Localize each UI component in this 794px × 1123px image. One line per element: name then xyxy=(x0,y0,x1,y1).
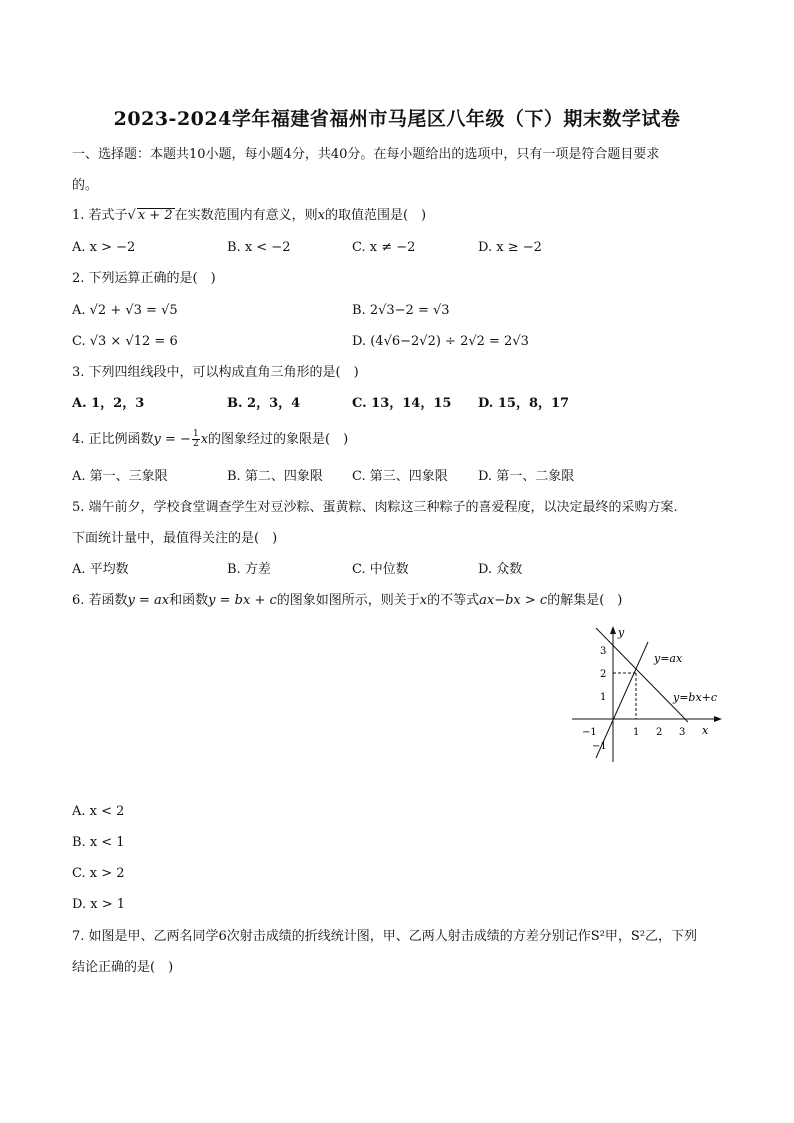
q6-mid: 的图象如图所示，则关于 xyxy=(276,593,420,608)
question-7-stem: 7. 如图是甲、乙两名同学6次射击成绩的折线统计图，甲、乙两人射击成绩的方差分别记作S²甲，S²乙，下列 xyxy=(72,929,698,944)
q4-option-d[interactable]: D. 第一、二象限 xyxy=(478,469,575,484)
tick-y-1: 1 xyxy=(600,692,607,703)
q6-option-d[interactable]: D. x > 1 xyxy=(72,897,125,912)
q6-ineq: ax−bx > c xyxy=(479,593,548,608)
radical-sign: √ xyxy=(127,208,136,223)
q1-option-c[interactable]: C. x ≠ −2 xyxy=(352,240,416,255)
frac-numerator: 1 xyxy=(192,429,199,439)
section-instructions: 一、选择题：本题共10小题，每小题4分，共40分。在每小题给出的选项中，只有一项是符合题目要求 xyxy=(72,147,660,162)
q2-option-b[interactable]: B. 2√3−2 = √3 xyxy=(352,303,450,318)
q5-option-d[interactable]: D. 众数 xyxy=(478,562,523,577)
q1-var: x xyxy=(317,208,325,223)
q2-option-c[interactable]: C. √3 × √12 = 6 xyxy=(72,334,178,349)
frac-denominator: 2 xyxy=(192,439,199,449)
q6-option-b[interactable]: B. x < 1 xyxy=(72,835,125,850)
q4-option-a[interactable]: A. 第一、三象限 xyxy=(72,469,168,484)
q4-post: 的图象经过的象限是( ) xyxy=(208,432,349,447)
q4-fraction xyxy=(192,430,200,449)
q6-post: 的解集是( ) xyxy=(547,593,623,608)
q2-option-d[interactable]: D. (4√6−2√2) ÷ 2√2 = 2√3 xyxy=(352,334,529,349)
label-y-ax: y=ax xyxy=(654,652,683,665)
function-graph xyxy=(568,622,728,767)
y-axis-label: y xyxy=(618,626,625,639)
q1-option-a[interactable]: A. x > −2 xyxy=(72,240,136,255)
q6-var: x xyxy=(419,593,428,608)
q1-mid: 在实数范围内有意义，则 xyxy=(174,208,318,223)
q3-option-c[interactable]: C. 13，14，15 xyxy=(352,396,452,411)
question-3-stem: 3. 下列四组线段中，可以构成直角三角形的是( ) xyxy=(72,365,359,380)
q1-option-b[interactable]: B. x < −2 xyxy=(227,240,291,255)
tick-y-3: 3 xyxy=(600,646,607,657)
q4-formula-lhs: y = − xyxy=(153,432,191,447)
q6-pre: 6. 若函数 xyxy=(72,593,128,608)
tick-x-2: 2 xyxy=(656,727,663,738)
q6-option-a[interactable]: A. x < 2 xyxy=(72,804,125,819)
y-axis-arrow xyxy=(610,626,616,634)
page-title: 2023-2024学年福建省福州市马尾区八年级（下）期末数学试卷 xyxy=(113,108,681,130)
tick-x-neg1: −1 xyxy=(582,727,597,738)
q4-formula-var: x xyxy=(200,432,209,447)
section-instructions-cont: 的。 xyxy=(72,178,99,193)
q4-pre: 4. 正比例函数 xyxy=(72,432,154,447)
q6-f1: y = ax xyxy=(127,593,170,608)
q3-option-b[interactable]: B. 2，3，4 xyxy=(227,396,301,411)
q6-option-c[interactable]: C. x > 2 xyxy=(72,866,125,881)
q2-option-a[interactable]: A. √2 + √3 = √5 xyxy=(72,303,178,318)
question-7-stem-cont: 结论正确的是( ) xyxy=(72,960,174,975)
q1-post: 的取值范围是( ) xyxy=(324,208,427,223)
question-5-stem-cont: 下面统计量中，最值得关注的是( ) xyxy=(72,531,278,546)
label-y-bx-c: y=bx+c xyxy=(673,691,718,704)
question-6-stem xyxy=(72,592,622,610)
tick-y-neg1: −1 xyxy=(592,741,607,752)
q6-f2: y = bx + c xyxy=(208,593,277,608)
question-5-stem: 5. 端午前夕，学校食堂调查学生对豆沙粽、蛋黄粽、肉粽这三种粽子的喜爱程度，以决定最终的采购方案. xyxy=(72,500,678,515)
tick-y-2: 2 xyxy=(600,669,607,680)
x-axis-arrow xyxy=(714,716,722,722)
q1-option-d[interactable]: D. x ≥ −2 xyxy=(478,240,542,255)
function-graph-svg xyxy=(568,622,728,767)
question-2-stem: 2. 下列运算正确的是( ) xyxy=(72,271,216,286)
q1-pre: 1. 若式子 xyxy=(72,208,128,223)
q6-and: 和函数 xyxy=(169,593,209,608)
tick-x-3: 3 xyxy=(679,727,686,738)
q6-mid2: 的不等式 xyxy=(427,593,480,608)
q4-option-c[interactable]: C. 第三、四象限 xyxy=(352,469,448,484)
q5-option-c[interactable]: C. 中位数 xyxy=(352,562,409,577)
q4-option-b[interactable]: B. 第二、四象限 xyxy=(227,469,323,484)
q5-option-a[interactable]: A. 平均数 xyxy=(72,562,129,577)
x-axis-label: x xyxy=(702,724,709,737)
question-1-stem xyxy=(72,207,426,225)
q5-option-b[interactable]: B. 方差 xyxy=(227,562,271,577)
tick-x-1: 1 xyxy=(633,727,640,738)
q3-option-d[interactable]: D. 15，8，17 xyxy=(478,396,570,411)
q1-radicand: x + 2 xyxy=(137,208,173,223)
line-y-bx-c xyxy=(596,628,688,722)
question-4-stem xyxy=(72,430,348,449)
q3-option-a[interactable]: A. 1，2，3 xyxy=(72,396,145,411)
